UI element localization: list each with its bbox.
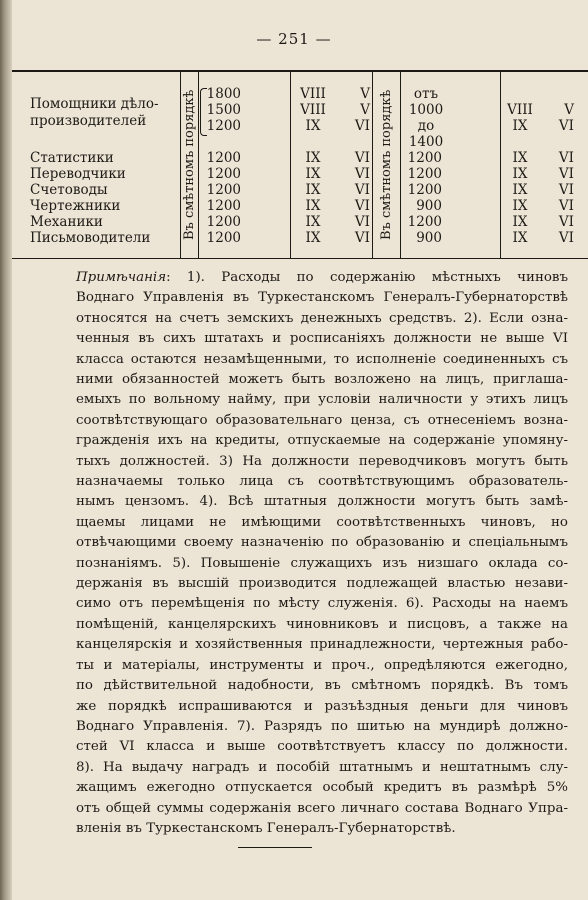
notes-line: гражденія ихъ на кредиты, отпускаемые на содержаніе упомяну- [76,433,568,449]
notes-heading: Примѣчанія [76,270,167,285]
class-cell: VI [354,214,370,230]
table-top-rule [12,70,588,72]
class-cell: IX [512,198,528,214]
notes-line [76,268,568,288]
class-cell: V [360,86,370,102]
salary-cell: 1200 [206,150,241,166]
class-cell: VI [354,166,370,182]
salary-cell: 1200 [206,182,241,198]
column-divider [400,72,401,258]
class-cell: IX [305,118,321,134]
row-label: Чертежники [30,198,121,214]
notes-line: тыхъ должностей. 3) На должности переводчиковъ могутъ быть [76,453,568,469]
notes-line-text: : 1). Расходы по содержанію мѣстныхъ чиновъ [166,270,568,285]
class-cell: VIII [300,86,326,102]
row-label-pomoshchniki-1: Помощники дѣло- [30,96,159,112]
range-cell: до [417,118,435,134]
notes-line: Воднаго Управленія. 7). Разрядъ по шитью на мундирѣ должно- [76,718,568,734]
row-label: Статистики [30,150,114,166]
notes-line: же порядкѣ испрашиваются и разъѣздныя деньги для чиновъ [76,698,568,714]
class-cell: VI [354,198,370,214]
notes-line: канцелярскія и хозяйственныя принадлежности, чертежныя рабо- [76,637,568,653]
row-label: Счетоводы [30,182,108,198]
notes-line: 8). На выдачу наградъ и пособій штатнымъ и нештатнымъ слу- [76,759,568,775]
table-bottom-rule [12,258,588,259]
notes-line: нымъ цензомъ. 4). Всѣ штатныя должности могутъ быть замѣ- [76,494,568,510]
notes-line: ты и матеріалы, инструменты и проч., опредѣляются ежегодно, [76,657,568,673]
notes-body [76,288,568,839]
notes-line: относятся на счетъ земскихъ денежныхъ средствъ. 2). Если озна- [76,310,568,326]
notes-line: назначаемы только лица съ соотвѣтствующимъ образователь- [76,474,568,490]
class-cell: IX [512,166,528,182]
class-cell: VI [354,150,370,166]
class-cell: IX [305,166,321,182]
class-cell: IX [512,182,528,198]
class-cell: VIII [300,102,326,118]
notes-paragraph [76,268,568,288]
class-cell: VI [558,198,574,214]
column-divider [290,72,291,258]
notes-line: помѣщеній, канцелярскихъ чиновниковъ и писцовъ, а также на [76,616,568,632]
class-cell: VI [558,118,574,134]
class-cell: IX [305,198,321,214]
notes-line: Воднаго Управленія въ Туркестанскомъ Генералъ-Губернаторствѣ [76,290,568,306]
notes-line: отъ общей суммы содержанія всего личнаго состава Воднаго Упра- [76,800,568,816]
notes-line: симо отъ перемѣщенія по мѣсту служенія. 6). Расходы на наемъ [76,596,568,612]
class-cell: VI [558,214,574,230]
book-spine-shadow [0,0,12,900]
vertical-label-left: Въ смѣтномъ порядкѣ [182,89,197,241]
row-label: Механики [30,214,103,230]
salary-cell: 1200 [206,214,241,230]
class-cell: IX [512,150,528,166]
class-cell: IX [512,230,528,246]
row-label-pomoshchniki-2: производителей [30,113,147,129]
class-cell: IX [305,150,321,166]
notes-line: жащимъ ежегодно отпускается особый кредитъ въ размѣрѣ 5% [76,780,568,796]
end-rule [238,847,312,848]
range-cell: отъ [413,86,439,102]
salary-cell: 1200 [407,182,442,198]
page-number: — 251 — [256,30,332,48]
salary-cell: 1800 [206,86,241,102]
notes-line: ченныя въ сихъ штатахъ и росписаніяхъ должности не выше VI [76,331,568,347]
class-cell: IX [305,214,321,230]
class-cell: IX [512,214,528,230]
salary-cell: 900 [416,198,442,214]
class-cell: V [360,102,370,118]
notes-line: класса остаются незамѣщенными, то исполненіе соединенныхъ съ [76,351,568,367]
notes-line: соотвѣтствующаго образовательнаго ценза, съ отнесеніемъ возна- [76,412,568,428]
salary-cell: 1200 [206,230,241,246]
notes-line: отвѣчающими своему назначенію по образованію и спеціальнымъ [76,535,568,551]
class-cell: VI [558,182,574,198]
class-cell: VI [558,150,574,166]
notes-line: щаемы лицами не имѣющими соотвѣтственныхъ чиновъ, но [76,514,568,530]
salary-cell: 900 [416,230,442,246]
class-cell: IX [305,182,321,198]
column-divider [500,72,501,258]
salary-cell: 1200 [206,118,241,134]
notes-line: держанія въ высшій производится подлежащей властью незави- [76,576,568,592]
notes-line: вленія въ Туркестанскомъ Генералъ-Губернаторствѣ. [76,820,456,836]
class-cell: VI [354,118,370,134]
class-cell: VI [354,182,370,198]
range-cell: 1000 [408,102,444,118]
class-cell: VIII [507,102,533,118]
notes-line: ними обязанностей можетъ быть возложено на лицъ, приглаша- [76,372,568,388]
class-cell: IX [305,230,321,246]
class-cell: V [564,102,574,118]
salary-cell: 1200 [407,214,442,230]
class-cell: VI [558,230,574,246]
vertical-label-right: Въ смѣтномъ порядкѣ [379,89,394,241]
range-cell: 1400 [408,134,444,150]
notes-line: по дѣйствительной надобности, въ смѣтномъ порядкѣ. Въ томъ [76,678,568,694]
row-label: Переводчики [30,166,126,182]
row-label: Письмоводители [30,230,151,246]
class-cell: VI [558,166,574,182]
salary-cell: 1200 [407,150,442,166]
column-divider [198,72,199,258]
salary-cell: 1500 [206,102,241,118]
salary-cell: 1200 [206,166,241,182]
notes-line: емыхъ по вольному найму, при условіи наличности у этихъ лицъ [76,392,568,408]
salary-cell: 1200 [206,198,241,214]
class-cell: VI [354,230,370,246]
notes-line: стей VI класса и выше соотвѣтствуетъ классу по должности. [76,739,568,755]
notes-line: познаніямъ. 5). Повышеніе служащихъ изъ низшаго оклада со- [76,555,568,571]
salary-cell: 1200 [407,166,442,182]
class-cell: IX [512,118,528,134]
